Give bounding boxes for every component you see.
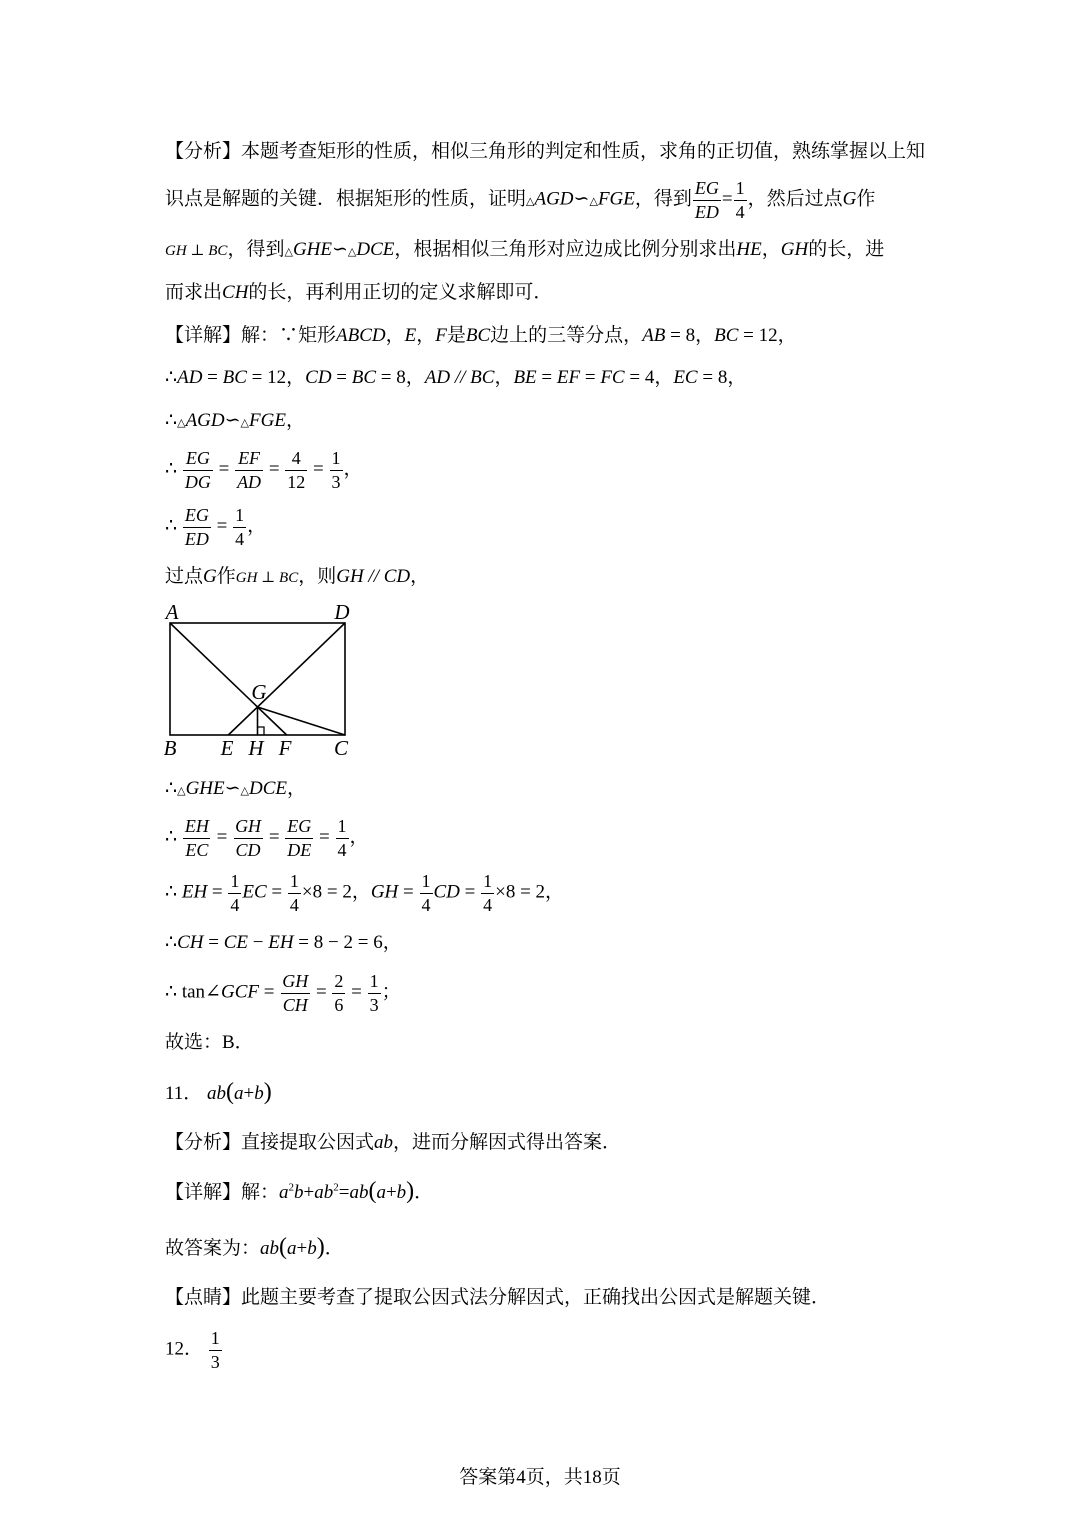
triangle-symbol: △ xyxy=(589,195,598,208)
line-content xyxy=(165,1080,272,1107)
text-run: 12． xyxy=(165,1338,208,1360)
fraction-denominator: 4 xyxy=(289,894,299,915)
fraction-numerator: EG xyxy=(694,178,719,198)
text-run: = xyxy=(311,981,332,1003)
math-expression: ab xyxy=(349,1181,369,1203)
math-expression: FGE xyxy=(597,188,635,210)
fraction-numerator: 1 xyxy=(235,505,245,525)
math-expression: EC xyxy=(242,881,267,903)
point-label-e: E xyxy=(220,736,234,760)
right-angle-mark xyxy=(258,727,265,735)
fraction-denominator: DG xyxy=(184,471,211,492)
text-run: = 8， xyxy=(697,366,747,388)
fraction-denominator: 4 xyxy=(483,894,493,915)
math-expression: CD xyxy=(433,881,460,903)
parenthesis: ) xyxy=(263,1078,272,1105)
point-label-g: G xyxy=(251,680,267,704)
math-expression: GCF xyxy=(220,981,259,1003)
text-run: = xyxy=(266,881,287,903)
fraction-numerator: 1 xyxy=(369,971,379,991)
fraction xyxy=(280,970,310,1016)
text-run: 故选：B． xyxy=(165,1031,254,1053)
math-expression: AGD xyxy=(185,409,225,431)
fraction xyxy=(330,447,343,493)
math-expression: GH ⊥ BC xyxy=(235,569,299,586)
fraction-denominator: 4 xyxy=(735,201,745,222)
line-content xyxy=(165,777,306,802)
fraction xyxy=(209,1327,222,1373)
fraction xyxy=(481,870,494,916)
math-expression: CE xyxy=(223,931,248,953)
text-run: = xyxy=(308,458,329,480)
triangle-symbol: △ xyxy=(177,784,186,797)
fraction-numerator: 1 xyxy=(421,871,431,891)
line-content xyxy=(165,970,401,1016)
fraction xyxy=(332,970,345,1016)
q10-solution-line-8 xyxy=(165,808,369,868)
text-run: 【详解】解：∵矩形 xyxy=(165,324,337,346)
text-run: ×8 = 2， xyxy=(495,881,565,903)
triangle-symbol: △ xyxy=(347,245,357,258)
text-run: 而求出 xyxy=(165,281,223,303)
text-run: ∴ xyxy=(165,777,178,799)
math-expression: HE xyxy=(736,238,762,260)
math-expression: EH xyxy=(181,881,208,903)
text-run: 边上的三等分点， xyxy=(490,324,643,346)
text-run: 11． xyxy=(165,1082,208,1104)
text-run: ， xyxy=(285,409,305,431)
text-run: ∴ tan∠ xyxy=(165,981,221,1003)
fraction-denominator: AD xyxy=(237,471,262,492)
line-content xyxy=(165,931,402,956)
fraction-numerator: 1 xyxy=(230,871,240,891)
text-run: 作 xyxy=(216,565,236,587)
line-content xyxy=(165,177,875,223)
segment-g-c xyxy=(258,707,346,735)
text-run: ； xyxy=(381,981,401,1003)
math-expression: G xyxy=(203,565,217,587)
fraction-denominator: 4 xyxy=(421,894,431,915)
text-run: ，进而分解因式得出答案． xyxy=(393,1131,622,1153)
parenthesis: ) xyxy=(316,1233,325,1260)
text-run: ，得到 xyxy=(227,238,285,260)
text-run: ，则 xyxy=(298,565,337,587)
math-expression: GH xyxy=(780,238,809,260)
text-run: ， xyxy=(247,515,267,537)
line-content xyxy=(165,409,305,434)
math-expression: ab xyxy=(260,1237,280,1259)
line-content xyxy=(165,324,797,349)
point-label-h: H xyxy=(248,736,264,760)
fraction-numerator: 1 xyxy=(289,871,299,891)
text-run: ． xyxy=(324,1237,344,1259)
math-expression: BE xyxy=(513,366,537,388)
math-expression: ABCD xyxy=(336,324,386,346)
text-run: ，然后过点 xyxy=(747,188,843,210)
parenthesis: ( xyxy=(279,1233,288,1260)
line-content xyxy=(165,815,369,861)
text-run: ， xyxy=(349,826,369,848)
fraction-denominator: 4 xyxy=(235,528,245,549)
parenthesis: ( xyxy=(226,1078,235,1105)
math-expression: a xyxy=(376,1181,386,1203)
text-run: ， xyxy=(343,458,363,480)
text-run: + xyxy=(303,1181,315,1203)
superscript: 2 xyxy=(333,1181,339,1194)
math-expression: GH ⊥ BC xyxy=(165,242,228,259)
point-label-c: C xyxy=(333,736,349,760)
fraction-denominator: 4 xyxy=(230,894,240,915)
text-run: 【点睛】此题主要考查了提取公因式法分解因式，正确找出公因式是解题关键． xyxy=(165,1286,831,1308)
text-run: ∴ xyxy=(165,515,182,537)
line-content xyxy=(165,504,266,550)
point-label-a: A xyxy=(165,600,179,624)
math-expression: E xyxy=(404,324,417,346)
text-run: ∴ xyxy=(165,881,182,903)
text-run: = 4， xyxy=(624,366,674,388)
fraction-numerator: 1 xyxy=(337,816,347,836)
text-run: = xyxy=(721,188,733,210)
math-expression: G xyxy=(842,188,857,210)
math-expression: a xyxy=(279,1181,289,1203)
text-run: ， xyxy=(287,777,307,799)
text-run: ∴ xyxy=(165,366,178,388)
line-content xyxy=(165,366,746,391)
fraction xyxy=(228,870,241,916)
parenthesis: ( xyxy=(368,1177,377,1204)
page-number-label: 答案第4页，共18页 xyxy=(459,1466,621,1488)
triangle-symbol: △ xyxy=(177,416,186,429)
text-run: + xyxy=(243,1082,255,1104)
math-expression: FC xyxy=(600,366,625,388)
math-expression: GHE xyxy=(185,777,225,799)
triangle-symbol: △ xyxy=(526,195,535,208)
text-run: 的长，再利用正切的定义求解即可． xyxy=(248,281,553,303)
text-run: = xyxy=(536,366,557,388)
math-expression: BC xyxy=(222,366,247,388)
math-expression: F xyxy=(435,324,447,346)
text-run: ， xyxy=(494,366,514,388)
fraction-numerator: EG xyxy=(185,448,210,468)
text-run: − xyxy=(248,931,269,953)
text-run: = xyxy=(459,881,481,903)
text-run: = 8， xyxy=(665,324,715,346)
text-run: = xyxy=(580,366,601,388)
fraction xyxy=(288,870,301,916)
math-expression: ab xyxy=(314,1181,334,1203)
text-run: = xyxy=(203,931,224,953)
math-expression: GH xyxy=(370,881,399,903)
fraction-numerator: EG xyxy=(287,816,312,836)
parenthesis: ) xyxy=(406,1177,415,1204)
text-run: 【分析】直接提取公因式 xyxy=(165,1131,375,1153)
fraction-denominator: CD xyxy=(235,839,261,860)
q12-answer xyxy=(165,1320,223,1380)
segment-a-f xyxy=(170,623,287,735)
math-expression: b xyxy=(307,1237,317,1259)
math-expression: a xyxy=(234,1082,244,1104)
line-content xyxy=(165,1179,433,1206)
fraction-denominator: CH xyxy=(282,994,308,1015)
text-run: ， xyxy=(385,324,405,346)
math-expression: GH // CD xyxy=(336,565,411,587)
text-run: ，得到 xyxy=(634,188,692,210)
math-expression: ab xyxy=(207,1082,227,1104)
math-expression: CD xyxy=(305,366,332,388)
fraction-numerator: EH xyxy=(184,816,209,836)
fraction-denominator: DE xyxy=(287,839,312,860)
text-run: = 12， xyxy=(246,366,306,388)
text-run: = xyxy=(314,826,335,848)
text-run: + xyxy=(296,1237,308,1259)
fraction-numerator: 4 xyxy=(291,448,301,468)
line-content xyxy=(165,1131,621,1156)
fraction-denominator: ED xyxy=(694,201,719,222)
text-run: ， xyxy=(416,324,436,346)
point-label-d: D xyxy=(334,600,350,624)
text-run: = xyxy=(202,366,223,388)
fraction-denominator: 3 xyxy=(210,1351,220,1372)
triangle-symbol: △ xyxy=(284,245,293,258)
fraction-numerator: GH xyxy=(235,816,262,836)
math-expression: DCE xyxy=(356,238,395,260)
line-content xyxy=(165,565,429,590)
fraction xyxy=(235,447,263,493)
math-expression: EC xyxy=(673,366,698,388)
math-expression: CH xyxy=(177,931,204,953)
text-run: = xyxy=(211,515,233,537)
text-run: ∴ xyxy=(165,409,178,431)
text-run: = xyxy=(211,826,233,848)
text-run: + xyxy=(385,1181,397,1203)
text-run: 【详解】解： xyxy=(165,1181,280,1203)
text-run: 过点 xyxy=(165,565,204,587)
text-run: = xyxy=(338,1181,350,1203)
text-run: 【分析】本题考查矩形的性质，相似三角形的判定和性质，求角的正切值，熟练掌握以上知 xyxy=(165,140,926,162)
fraction-denominator: 4 xyxy=(337,839,347,860)
fraction-denominator: 3 xyxy=(331,471,341,492)
fraction-numerator: 1 xyxy=(210,1328,220,1348)
math-expression: AD xyxy=(177,366,203,388)
page-footer xyxy=(0,1445,1080,1505)
fraction xyxy=(285,447,307,493)
superscript: 2 xyxy=(288,1181,295,1194)
fraction xyxy=(183,447,213,493)
line-content xyxy=(165,1031,254,1056)
q10-solution-line-4 xyxy=(165,440,363,500)
geometry-figure xyxy=(150,595,365,765)
text-run: = xyxy=(331,366,352,388)
math-expression: BC xyxy=(465,324,491,346)
text-run: = xyxy=(346,981,367,1003)
fraction xyxy=(183,815,211,861)
fraction-denominator: 12 xyxy=(287,471,306,492)
text-run: = xyxy=(207,881,228,903)
text-run: = 12， xyxy=(738,324,797,346)
math-expression: BC xyxy=(351,366,377,388)
line-content xyxy=(165,238,884,263)
math-expression: AD // BC xyxy=(424,366,495,388)
q11-comment xyxy=(165,1268,830,1328)
text-run: = 8， xyxy=(376,366,425,388)
fraction xyxy=(693,177,721,223)
math-expression: BC xyxy=(714,324,739,346)
text-run: ， xyxy=(410,565,430,587)
text-run: = xyxy=(213,458,235,480)
fraction xyxy=(233,815,263,861)
math-expression: a xyxy=(287,1237,297,1259)
math-expression: AGD xyxy=(534,188,574,210)
text-run: = xyxy=(398,881,419,903)
math-expression: b xyxy=(254,1082,264,1104)
fraction xyxy=(285,815,313,861)
q11-solution xyxy=(165,1162,433,1222)
fraction xyxy=(734,177,747,223)
text-run: ∴ xyxy=(165,458,182,480)
text-run: 作 xyxy=(856,188,876,210)
line-content xyxy=(165,281,552,306)
math-expression: FGE xyxy=(249,409,286,431)
fraction-numerator: 1 xyxy=(483,871,493,891)
text-run: = xyxy=(264,826,285,848)
fraction-denominator: 3 xyxy=(369,994,379,1015)
fraction-numerator: GH xyxy=(282,971,309,991)
text-run: 是 xyxy=(446,324,466,346)
fraction xyxy=(233,504,246,550)
text-run: ∽ xyxy=(573,188,590,210)
math-expression: EF xyxy=(556,366,581,388)
fraction-numerator: EG xyxy=(184,505,209,525)
fraction-numerator: 2 xyxy=(334,971,344,991)
line-content xyxy=(165,870,564,916)
fraction-numerator: 1 xyxy=(735,178,745,198)
text-run: ∴ xyxy=(165,931,178,953)
text-run: 的长，进 xyxy=(808,238,885,260)
fraction-numerator: EF xyxy=(238,448,261,468)
math-expression: AB xyxy=(642,324,666,346)
text-run: = 8 − 2 = 6， xyxy=(293,931,402,953)
line-content xyxy=(165,1286,830,1311)
fraction-denominator: EC xyxy=(185,839,209,860)
fraction-denominator: ED xyxy=(184,528,209,549)
math-expression: b xyxy=(396,1181,407,1203)
text-run: ． xyxy=(414,1181,434,1203)
math-expression: GHE xyxy=(292,238,332,260)
point-label-f: F xyxy=(278,736,292,760)
text-run: ×8 = 2， xyxy=(301,881,371,903)
text-run: ，根据相似三角形对应边成比例分别求出 xyxy=(394,238,737,260)
fraction xyxy=(368,970,381,1016)
text-run: ∴ xyxy=(165,826,182,848)
line-content xyxy=(165,1235,344,1262)
math-expression: DCE xyxy=(249,777,288,799)
line-content xyxy=(165,1327,223,1373)
point-label-b: B xyxy=(163,736,177,760)
fraction-denominator: 6 xyxy=(334,994,344,1015)
segment-d-e xyxy=(228,623,345,735)
text-run: = xyxy=(258,981,280,1003)
text-run: 识点是解题的关键．根据矩形的性质，证明 xyxy=(165,188,527,210)
line-content xyxy=(165,140,925,165)
fraction xyxy=(336,815,349,861)
math-expression: b xyxy=(294,1181,304,1203)
line-content xyxy=(165,447,363,493)
text-run: ∽ xyxy=(224,777,241,799)
text-run: 故答案为： xyxy=(165,1237,261,1259)
fraction-numerator: 1 xyxy=(331,448,341,468)
text-run: ， xyxy=(761,238,781,260)
triangle-symbol: △ xyxy=(240,784,250,797)
math-expression: EH xyxy=(268,931,294,953)
text-run: = xyxy=(264,458,285,480)
triangle-symbol: △ xyxy=(240,416,250,429)
text-run: ∽ xyxy=(332,238,348,260)
fraction xyxy=(420,870,433,916)
math-expression: ab xyxy=(374,1131,394,1153)
fraction xyxy=(183,504,211,550)
text-run: ∽ xyxy=(224,409,241,431)
math-expression: CH xyxy=(222,281,249,303)
